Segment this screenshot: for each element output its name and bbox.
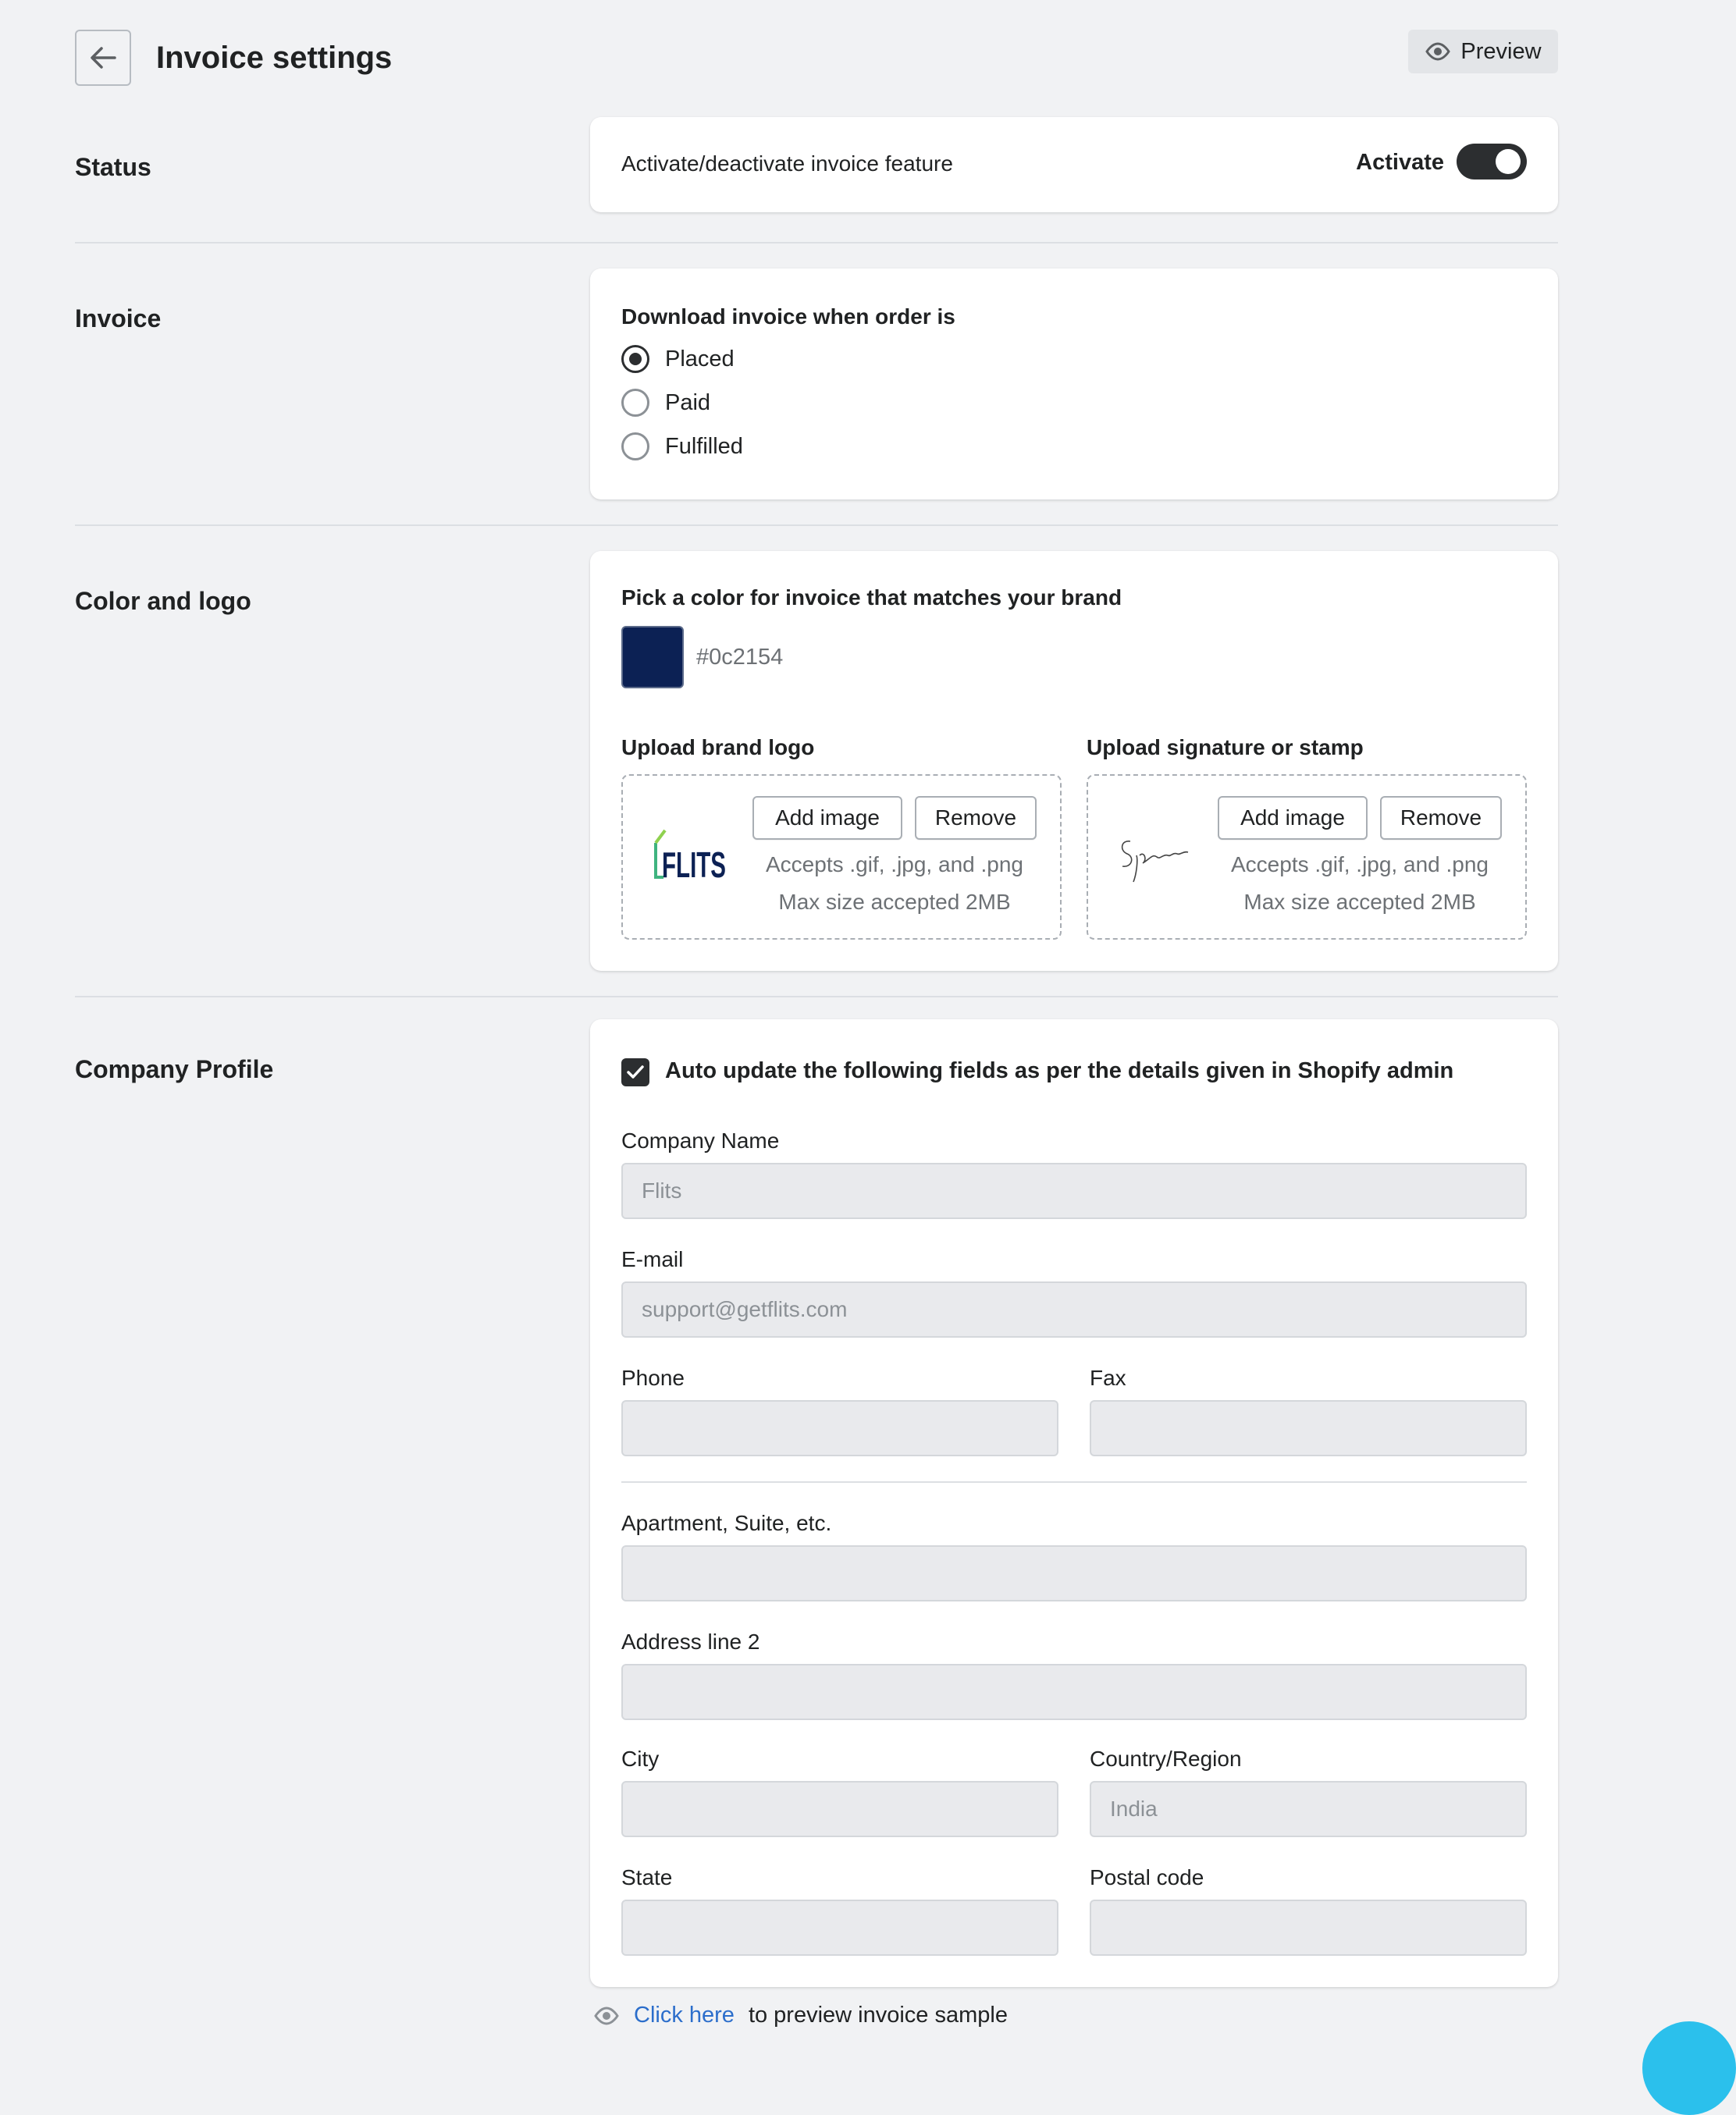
section-divider [75,996,1558,997]
radio-button[interactable] [621,389,649,417]
signature-remove-button[interactable]: Remove [1380,796,1502,840]
radio-button[interactable] [621,432,649,460]
color-logo-card [590,551,1558,971]
auto-update-checkbox[interactable] [621,1058,649,1086]
invoice-card [590,268,1558,499]
radio-fulfilled[interactable] [621,431,743,462]
city-label: City [621,1747,660,1771]
phone-label: Phone [621,1366,685,1390]
city-field[interactable] [621,1781,1058,1837]
status-description: Activate/deactivate invoice feature [621,151,953,176]
section-label-color-logo: Color and logo [75,587,251,615]
arrow-left-icon [90,46,116,69]
checkmark-icon [626,1065,645,1080]
radio-placed[interactable] [621,343,735,375]
apartment-field[interactable] [621,1545,1527,1601]
brand-logo-accepts-note: Accepts .gif, .jpg, and .png [766,852,1023,876]
brand-logo-max-size-note: Max size accepted 2MB [778,890,1011,914]
signature-add-image-button[interactable]: Add image [1218,796,1368,840]
email-field[interactable]: support@getflits.com [621,1281,1527,1338]
status-card [590,117,1558,212]
brand-logo-dropzone[interactable] [621,774,1062,940]
brand-logo-label: Upload brand logo [621,735,815,759]
preview-sample-note [593,2003,1008,2028]
company-name-field[interactable]: Flits [621,1163,1527,1219]
auto-update-label: Auto update the following fields as per the details given in Shopify admin [665,1058,1454,1083]
signature-dropzone[interactable] [1087,774,1527,940]
fields-divider [621,1481,1527,1483]
help-chat-button[interactable] [1642,2021,1736,2115]
brand-logo-image [648,819,729,885]
postal-code-label: Postal code [1090,1865,1204,1889]
section-divider [75,524,1558,526]
fax-field[interactable] [1090,1400,1527,1456]
phone-field[interactable] [621,1400,1058,1456]
toggle-knob [1496,149,1521,174]
address-line-2-label: Address line 2 [621,1630,760,1654]
country-label: Country/Region [1090,1747,1242,1771]
eye-icon [1425,42,1451,61]
signature-label: Upload signature or stamp [1087,735,1364,759]
company-profile-card [590,1019,1558,1987]
apartment-label: Apartment, Suite, etc. [621,1511,832,1535]
country-field[interactable]: India [1090,1781,1527,1837]
company-name-label: Company Name [621,1129,780,1153]
svg-text:FLITS: FLITS [662,844,726,885]
fax-label: Fax [1090,1366,1126,1390]
signature-image [1113,819,1194,885]
state-label: State [621,1865,673,1889]
preview-sample-text: to preview invoice sample [748,2003,1008,2028]
preview-button[interactable] [1408,30,1558,73]
color-heading: Pick a color for invoice that matches your brand [621,585,1122,610]
radio-paid[interactable] [621,387,710,418]
radio-label: Paid [665,389,711,415]
section-label-invoice: Invoice [75,304,162,332]
brand-logo-remove-button[interactable]: Remove [915,796,1037,840]
color-hex-value: #0c2154 [696,645,784,670]
address-line-2-field[interactable] [621,1664,1527,1720]
preview-label: Preview [1460,38,1542,64]
signature-max-size-note: Max size accepted 2MB [1243,890,1476,914]
section-label-company-profile: Company Profile [75,1055,274,1083]
section-label-status: Status [75,153,151,181]
color-swatch[interactable] [621,626,684,688]
invoice-download-heading: Download invoice when order is [621,304,955,329]
preview-sample-link[interactable]: Click here [634,2003,735,2028]
brand-logo-add-image-button[interactable]: Add image [752,796,902,840]
activate-toggle[interactable] [1457,144,1527,180]
signature-accepts-note: Accepts .gif, .jpg, and .png [1231,852,1489,876]
activate-label: Activate [1356,150,1444,175]
state-field[interactable] [621,1900,1058,1956]
postal-code-field[interactable] [1090,1900,1527,1956]
back-button[interactable] [75,30,131,86]
section-divider [75,242,1558,243]
radio-label: Fulfilled [665,433,743,459]
eye-icon [593,2007,620,2025]
email-label: E-mail [621,1247,684,1271]
radio-label: Placed [665,346,735,371]
page-title: Invoice settings [156,41,393,75]
radio-button[interactable] [621,345,649,373]
